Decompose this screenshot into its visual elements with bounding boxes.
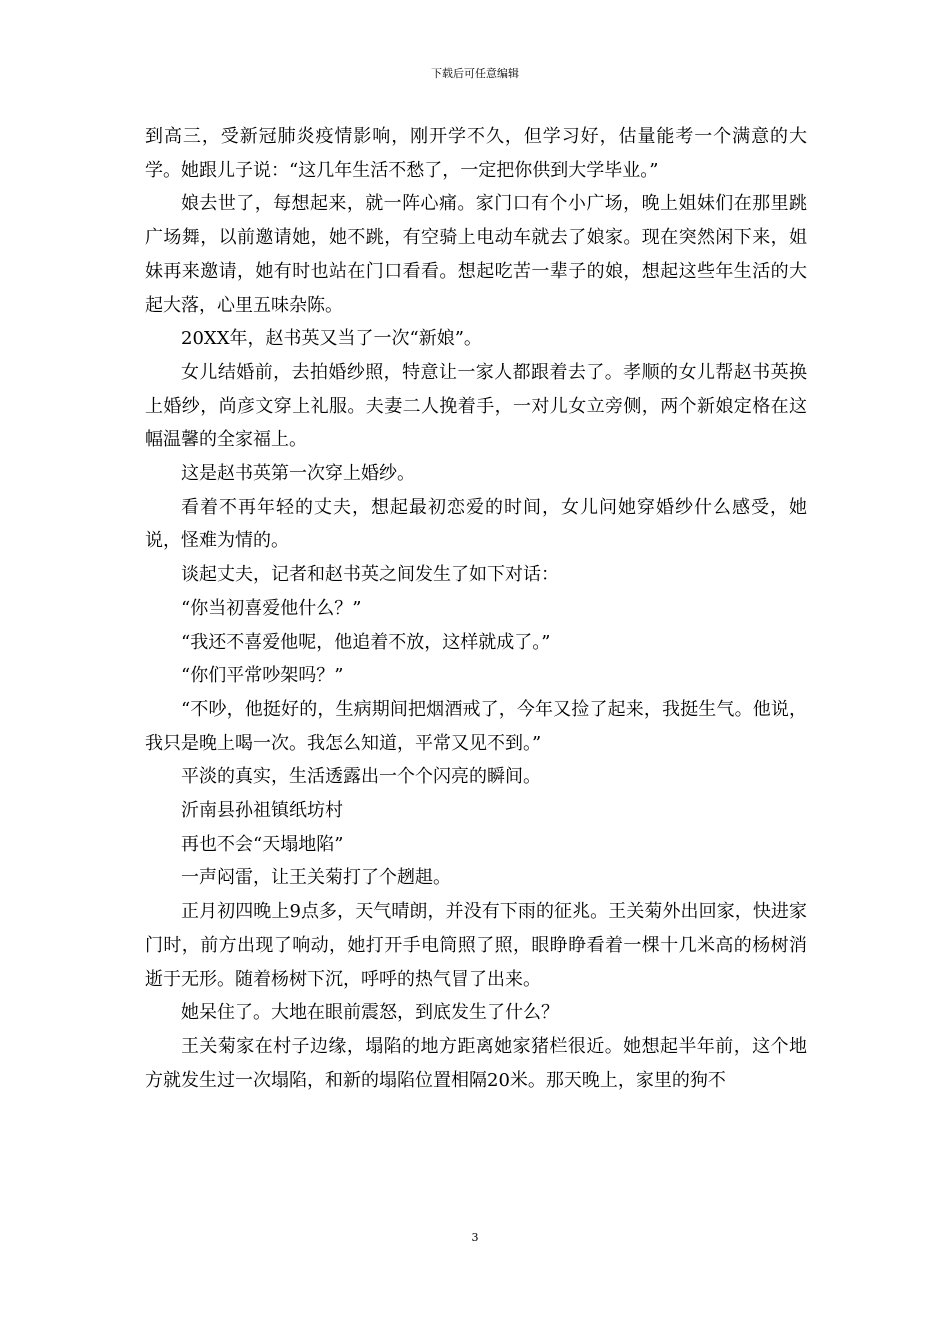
paragraph: 到高三，受新冠肺炎疫情影响，刚开学不久，但学习好，估量能考一个满意的大学。她跟儿子说：“这几年生活不愁了，一定把你供到大学毕业。” xyxy=(145,126,807,181)
paragraph: 平淡的真实，生活透露出一个个闪亮的瞬间。 xyxy=(181,766,541,788)
paragraph: 她呆住了。大地在眼前震怒，到底发生了什么？ xyxy=(181,1002,559,1024)
document-body xyxy=(145,120,807,1097)
section-location: 沂南县孙祖镇纸坊村 xyxy=(181,800,343,822)
paragraph: 20XX年，赵书英又当了一次“新娘”。 xyxy=(181,328,482,350)
paragraph: 一声闷雷，让王关菊打了个趔趄。 xyxy=(181,867,451,889)
page-header: 下载后可任意编辑 xyxy=(431,67,519,80)
paragraph: 娘去世了，每想起来，就一阵心痛。家门口有个小广场，晚上姐妹们在那里跳广场舞，以前邀请她，她不跳，有空骑上电动车就去了娘家。现在突然闲下来，姐妹再来邀请，她有时也站在门口看看。想起吃苦一辈子的娘，想起这些年生活的大起大落，心里五味杂陈。 xyxy=(145,193,807,316)
paragraph: 看着不再年轻的丈夫，想起最初恋爱的时间，女儿问她穿婚纱什么感受，她说，怪难为情的。 xyxy=(145,496,807,552)
dialogue-line: “你当初喜爱他什么？” xyxy=(181,597,362,619)
paragraph: 谈起丈夫，记者和赵书英之间发生了如下对话： xyxy=(181,564,559,586)
dialogue-line: “你们平常吵架吗？” xyxy=(181,665,344,687)
paragraph: 王关菊家在村子边缘，塌陷的地方距离她家猪栏很近。她想起半年前，这个地方就发生过一次塌陷，和新的塌陷位置相隔20米。那天晚上，家里的狗不 xyxy=(145,1035,807,1091)
paragraph: 正月初四晚上9点多，天气晴朗，并没有下雨的征兆。王关菊外出回家，快进家门时，前方出现了响动，她打开手电筒照了照，眼睁睁看着一棵十几米高的杨树消逝于无形。随着杨树下沉，呼呼的热气冒了出来。 xyxy=(145,901,807,990)
paragraph: 这是赵书英第一次穿上婚纱。 xyxy=(181,463,415,485)
dialogue-line: “我还不喜爱他呢，他追着不放，这样就成了。” xyxy=(181,631,551,653)
paragraph: 女儿结婚前，去拍婚纱照，特意让一家人都跟着去了。孝顺的女儿帮赵书英换上婚纱，尚彦文穿上礼服。夫妻二人挽着手，一对儿女立旁侧，两个新娘定格在这幅温馨的全家福上。 xyxy=(145,361,807,451)
dialogue-line: “不吵，他挺好的，生病期间把烟酒戒了，今年又捡了起来，我挺生气。他说，我只是晚上喝一次。我怎么知道，平常又见不到。” xyxy=(145,698,807,754)
page-number: 3 xyxy=(471,1231,479,1244)
section-title: 再也不会“天塌地陷” xyxy=(181,833,344,855)
